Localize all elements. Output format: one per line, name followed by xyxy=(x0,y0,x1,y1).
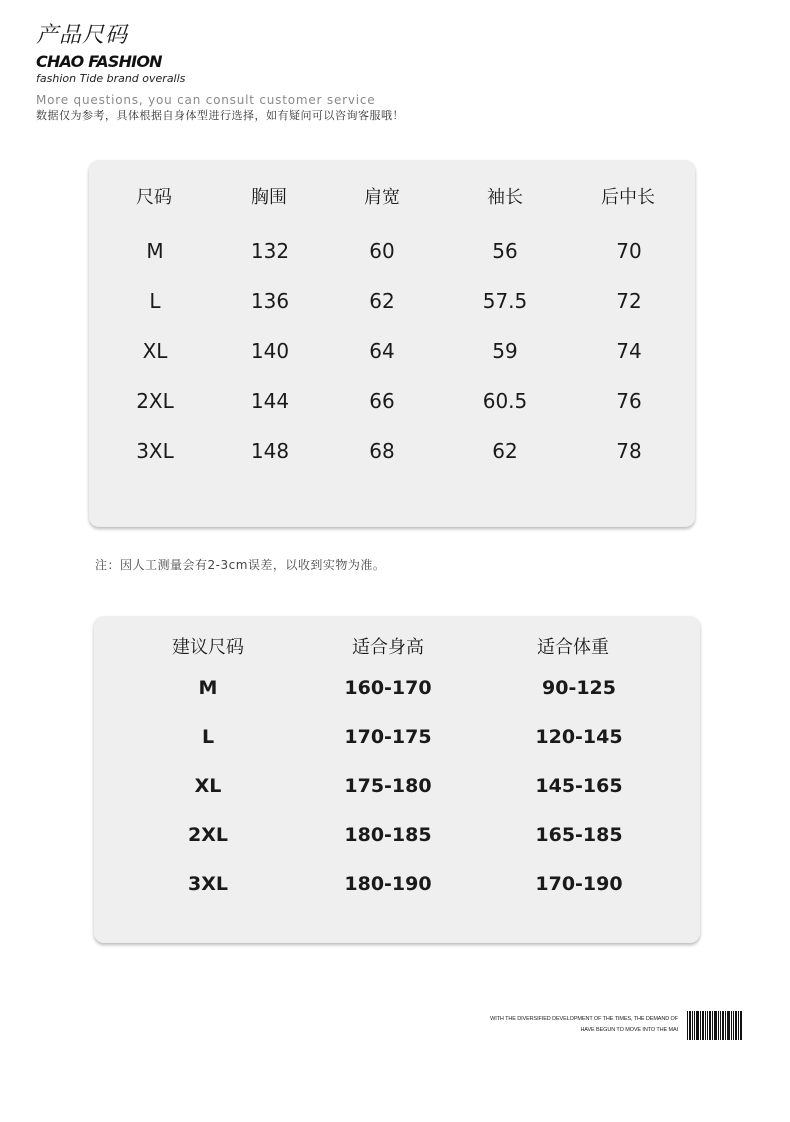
header-cell: 袖长 xyxy=(487,187,523,208)
chest-cell: 136 xyxy=(250,289,290,313)
size-cell: XL xyxy=(194,775,222,797)
height-cell: 175-180 xyxy=(344,775,432,797)
sleeve-cell: 60.5 xyxy=(482,389,528,413)
height-cell: 180-185 xyxy=(344,824,432,846)
size-cell: M xyxy=(146,239,164,263)
brand-subtitle: fashion Tide brand overalls xyxy=(36,72,186,85)
length-cell: 76 xyxy=(616,389,642,413)
chest-cell: 140 xyxy=(250,339,290,363)
weight-cell: 90-125 xyxy=(542,677,616,699)
chest-cell: 144 xyxy=(250,389,290,413)
table-row xyxy=(94,722,700,752)
header-cell: 适合身高 xyxy=(352,637,424,658)
size-cell: 2XL xyxy=(188,824,228,846)
table-row xyxy=(94,869,700,899)
weight-cell: 145-165 xyxy=(535,775,623,797)
measurement-note: 注：因人工测量会有2-3cm误差，以收到实物为准。 xyxy=(95,558,386,572)
footer-slogan xyxy=(490,1014,678,1036)
size-cell: L xyxy=(149,289,161,313)
info-chinese: 数据仅为参考，具体根据自身体型进行选择，如有疑问可以咨询客服哦！ xyxy=(36,109,404,122)
sleeve-cell: 59 xyxy=(492,339,518,363)
table-row xyxy=(94,820,700,850)
weight-cell: 120-145 xyxy=(535,726,623,748)
header-cell: 适合体重 xyxy=(537,637,609,658)
weight-cell: 170-190 xyxy=(535,873,623,895)
header-cell: 建议尺码 xyxy=(172,637,244,658)
footer-line-1: WITH THE DIVERSIFIED DEVELOPMENT OF THE TIMES, THE DEMAND OF xyxy=(490,1016,678,1022)
height-cell: 160-170 xyxy=(344,677,432,699)
size-chart-panel xyxy=(89,160,695,527)
recommend-panel xyxy=(94,616,700,943)
size-cell: M xyxy=(198,677,218,699)
size-cell: 3XL xyxy=(188,873,228,895)
shoulder-cell: 60 xyxy=(369,239,395,263)
size-cell: 3XL xyxy=(136,439,174,463)
height-cell: 180-190 xyxy=(344,873,432,895)
barcode-icon xyxy=(687,1011,742,1040)
sleeve-cell: 62 xyxy=(492,439,518,463)
page-title: 产品尺码 xyxy=(36,23,129,48)
shoulder-cell: 64 xyxy=(369,339,395,363)
table-row xyxy=(89,336,695,366)
height-cell: 170-175 xyxy=(344,726,432,748)
table-row xyxy=(94,673,700,703)
footer-line-2: HAVE BEGUN TO MOVE INTO THE MAI xyxy=(580,1027,678,1033)
length-cell: 70 xyxy=(616,239,642,263)
header-cell: 尺码 xyxy=(136,187,172,208)
table-row xyxy=(89,386,695,416)
length-cell: 72 xyxy=(616,289,642,313)
length-cell: 74 xyxy=(616,339,642,363)
shoulder-cell: 68 xyxy=(369,439,395,463)
size-cell: XL xyxy=(142,339,168,363)
table-row xyxy=(89,436,695,466)
length-cell: 78 xyxy=(616,439,642,463)
header-cell: 后中长 xyxy=(601,187,655,208)
chest-cell: 132 xyxy=(250,239,290,263)
size-cell: 2XL xyxy=(136,389,174,413)
sleeve-cell: 56 xyxy=(492,239,518,263)
shoulder-cell: 62 xyxy=(369,289,395,313)
size-chart-header xyxy=(89,183,695,213)
header-cell: 肩宽 xyxy=(364,187,400,208)
table-row xyxy=(89,286,695,316)
recommend-header xyxy=(94,633,700,663)
info-english: More questions, you can consult customer service xyxy=(36,93,376,107)
sleeve-cell: 57.5 xyxy=(482,289,528,313)
size-cell: L xyxy=(201,726,215,748)
chest-cell: 148 xyxy=(250,439,290,463)
weight-cell: 165-185 xyxy=(535,824,623,846)
shoulder-cell: 66 xyxy=(369,389,395,413)
table-row xyxy=(89,236,695,266)
table-row xyxy=(94,771,700,801)
brand-name: CHAO FASHION xyxy=(36,52,162,71)
header-cell: 胸围 xyxy=(251,187,287,208)
